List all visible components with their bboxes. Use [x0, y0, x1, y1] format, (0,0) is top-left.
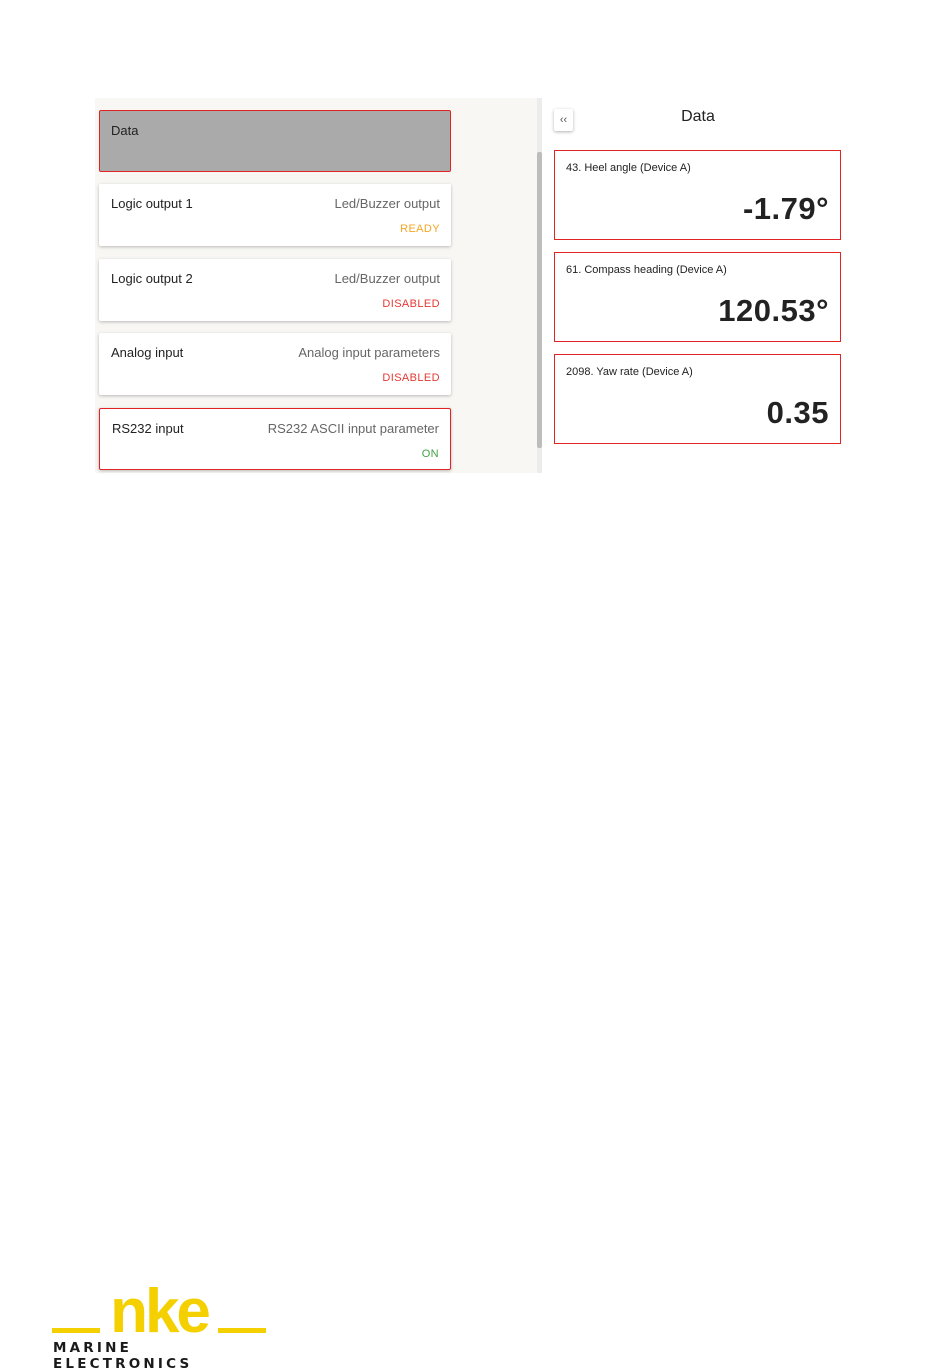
data-card-label: 43. Heel angle (Device A) [566, 162, 691, 174]
list-item-analog-input[interactable] [99, 333, 451, 395]
list-item-title: RS232 input [112, 421, 184, 436]
data-card-value: -1.79° [742, 191, 829, 226]
status-badge: ON [421, 448, 439, 460]
chevron-double-left-icon: ‹‹ [559, 114, 568, 126]
list-item-data[interactable] [99, 110, 451, 172]
logo-brand-text: nke [110, 1277, 208, 1346]
status-badge: DISABLED [382, 298, 440, 310]
list-item-subtitle: Analog input parameters [298, 345, 440, 360]
list-item-title: Logic output 2 [111, 271, 193, 286]
list-item-title: Data [111, 123, 139, 138]
data-card-value: 0.35 [766, 395, 829, 430]
list-item-subtitle: RS232 ASCII input parameter [267, 421, 439, 436]
list-item-title: Logic output 1 [111, 196, 193, 211]
list-item-logic-output-1[interactable] [99, 184, 451, 246]
list-item-rs232-input[interactable] [99, 408, 451, 470]
panel-title: Data [681, 108, 715, 125]
list-item-logic-output-2[interactable] [99, 259, 451, 321]
data-card-compass-heading[interactable] [554, 252, 841, 342]
data-card-value: 120.53° [718, 293, 829, 328]
data-card-yaw-rate[interactable] [554, 354, 841, 444]
list-item-title: Analog input [111, 345, 184, 360]
status-badge: READY [400, 223, 440, 235]
status-badge: DISABLED [382, 372, 440, 384]
list-item-subtitle: Led/Buzzer output [334, 271, 440, 286]
list-item-subtitle: Led/Buzzer output [334, 196, 440, 211]
data-card-heel-angle[interactable] [554, 150, 841, 240]
data-card-label: 61. Compass heading (Device A) [566, 264, 727, 276]
data-card-label: 2098. Yaw rate (Device A) [566, 366, 693, 378]
scrollbar-thumb[interactable] [537, 152, 542, 448]
logo-tagline: MARINE ELECTRONICS [53, 1340, 193, 1372]
